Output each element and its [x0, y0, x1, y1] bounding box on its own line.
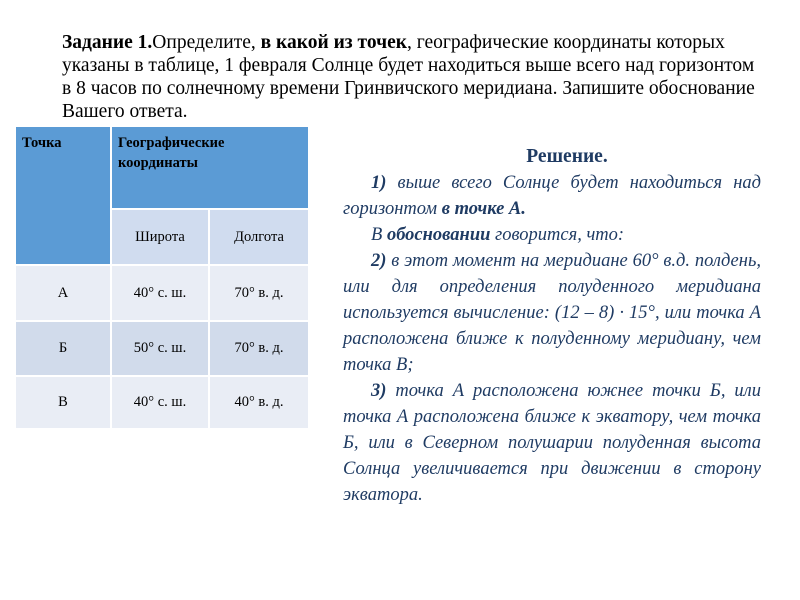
cell-lon: 70° в. д.: [209, 321, 309, 376]
cell-lon: 40° в. д.: [209, 376, 309, 429]
task-part: Определите,: [152, 32, 261, 53]
cell-lat: 50° с. ш.: [111, 321, 209, 376]
text: В: [371, 225, 387, 245]
table-row: [15, 376, 309, 429]
num: 2): [371, 251, 387, 271]
cell-point: А: [15, 265, 111, 321]
header-point: Точка: [15, 126, 111, 265]
solution-p4: [343, 378, 761, 508]
header-coords: Географические координаты: [111, 126, 309, 209]
solution-p3: [343, 248, 761, 378]
emphasis: в точке А.: [441, 199, 526, 219]
solution-p2: [343, 222, 761, 248]
task-emphasis: в какой из точек: [260, 32, 407, 53]
cell-lon: 70° в. д.: [209, 265, 309, 321]
cell-point: Б: [15, 321, 111, 376]
header-lat: Широта: [111, 209, 209, 265]
table-row: [15, 321, 309, 376]
task-text: [62, 31, 762, 123]
cell-lat: 40° с. ш.: [111, 376, 209, 429]
cell-point: В: [15, 376, 111, 429]
text: говорится, что:: [490, 225, 625, 245]
coordinates-table: [14, 125, 310, 430]
text: выше всего Солнце будет находиться над горизонтом: [343, 173, 761, 219]
num: 1): [371, 173, 387, 193]
solution-title: Решение.: [526, 146, 608, 167]
emphasis: обосновании: [386, 225, 491, 245]
table-row: [15, 265, 309, 321]
solution-p1: [343, 170, 761, 222]
task-part: , географические координаты которых указаны в таблице, 1 февраля Солнце будет находиться выше всего над горизонтом в 8 часов по солнечному времени Гринвичского меридиана. Запишите обоснование Вашего ответа.: [62, 32, 755, 122]
text: в этот момент на меридиане 60° в.д. полдень, или для определения полуденного меридиана используется вычисление: (12 – 8) · 15°, или точка А расположена ближе к полуденному меридиану, чем точка В;: [343, 251, 761, 375]
task-label: Задание 1.: [62, 32, 153, 53]
header-lon: Долгота: [209, 209, 309, 265]
cell-lat: 40° с. ш.: [111, 265, 209, 321]
num: 3): [371, 381, 387, 401]
text: точка А расположена южнее точки Б, или точка А расположена ближе к экватору, чем точка Б, или в Северном полушарии полуденная высота Солнца увеличивается при движении в сторону экватора.: [343, 381, 761, 505]
solution: [343, 144, 761, 508]
